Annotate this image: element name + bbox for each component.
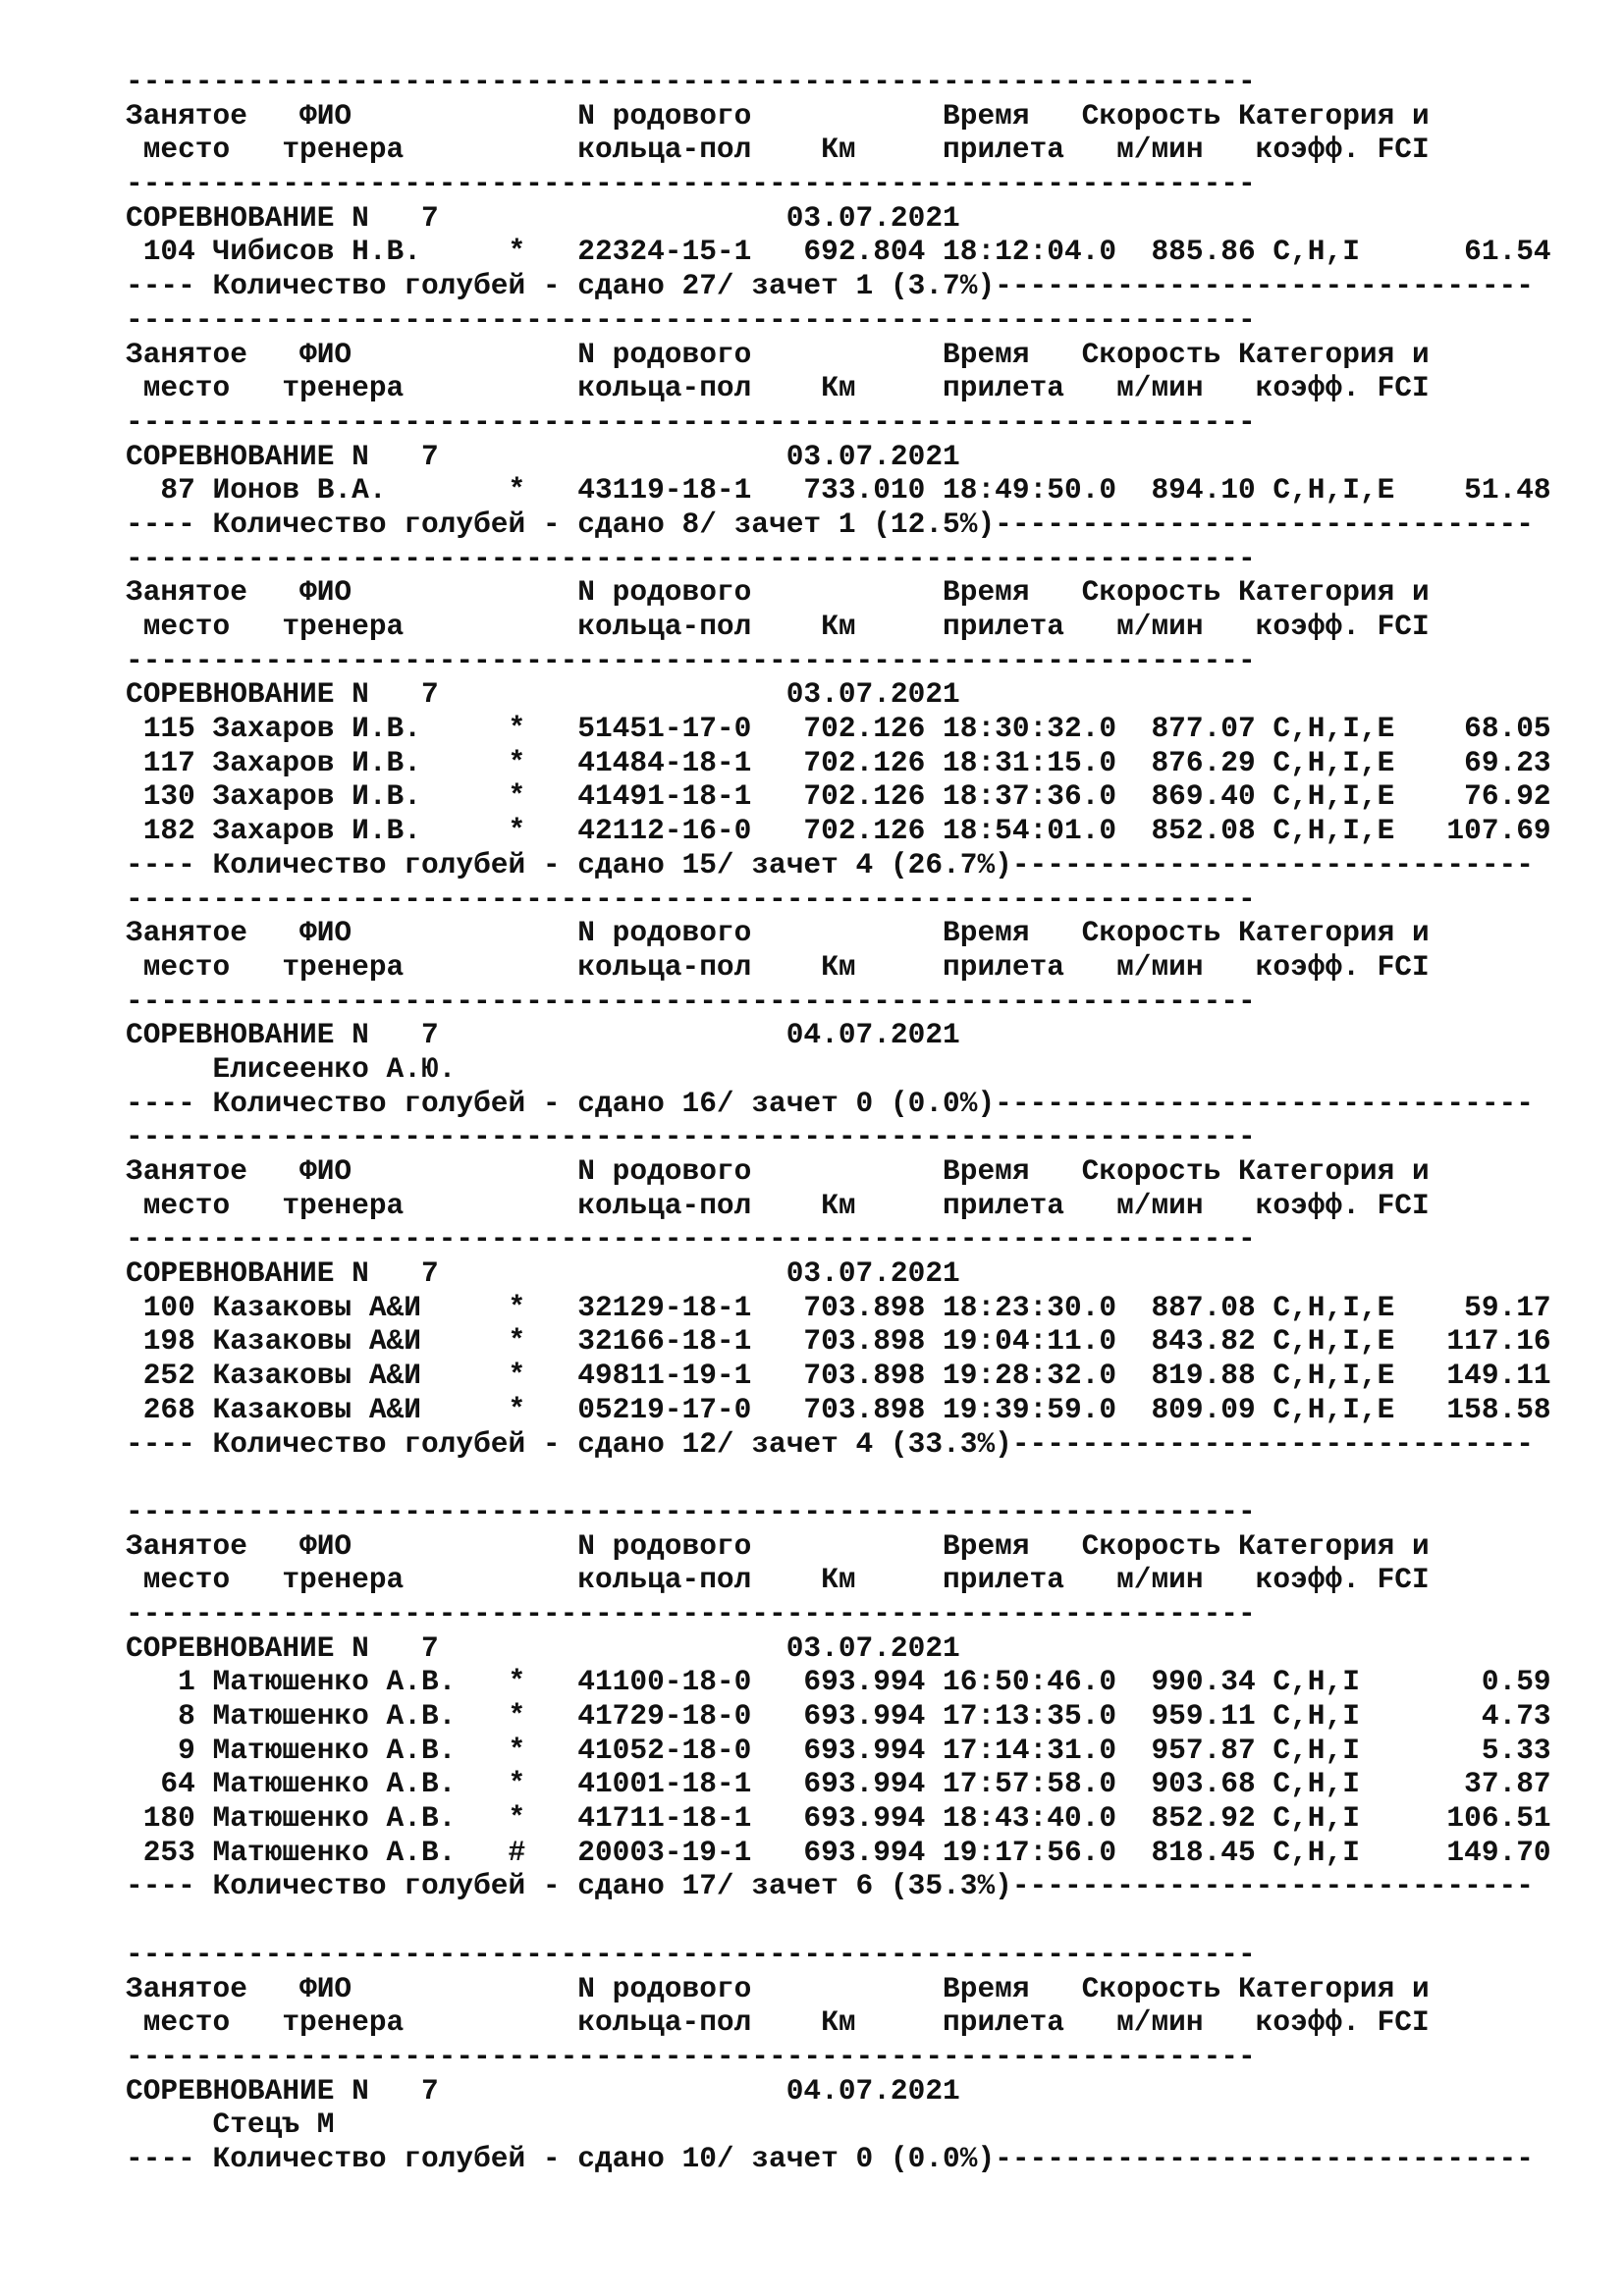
result-row: 252 Казаковы А&И * 49811-19-1 703.898 19:28:32.0 819.88 C,H,I,E 149.11 — [126, 1359, 1551, 1393]
column-header-line-2: место тренера кольца-пол Км прилета м/мин коэфф. FCI — [126, 133, 1430, 167]
result-row: Елисеенко А.Ю. — [126, 1051, 457, 1086]
separator-line: ----------------------------------------------------------------- — [126, 984, 1256, 1018]
competition-line: СОРЕВНОВАНИЕ N 7 03.07.2021 — [126, 200, 960, 235]
result-row: 87 Ионов В.А. * 43119-18-1 733.010 18:49:50.0 894.10 C,H,I,E 51.48 — [126, 473, 1551, 507]
column-header-line-1: Занятое ФИО N родового Время Скорость Категория и — [126, 1528, 1430, 1563]
column-header-line-2: место тренера кольца-пол Км прилета м/мин коэфф. FCI — [126, 949, 1430, 984]
separator-line: ----------------------------------------------------------------- — [126, 302, 1256, 337]
summary-line: ---- Количество голубей - сдано 16/ зачет 0 (0.0%)------------------------------- — [126, 1086, 1534, 1120]
column-header-line-2: место тренера кольца-пол Км прилета м/мин коэфф. FCI — [126, 1563, 1430, 1597]
separator-line: ----------------------------------------------------------------- — [126, 643, 1256, 677]
competition-line: СОРЕВНОВАНИЕ N 7 03.07.2021 — [126, 1256, 960, 1291]
result-row: 64 Матюшенко А.В. * 41001-18-1 693.994 17:57:58.0 903.68 C,H,I 37.87 — [126, 1767, 1551, 1801]
separator-line: ----------------------------------------------------------------- — [126, 881, 1256, 916]
result-row: 9 Матюшенко А.В. * 41052-18-0 693.994 17:14:31.0 957.87 C,H,I 5.33 — [126, 1733, 1551, 1767]
result-row: 115 Захаров И.В. * 51451-17-0 702.126 18:30:32.0 877.07 C,H,I,E 68.05 — [126, 712, 1551, 746]
column-header-line-2: место тренера кольца-пол Км прилета м/мин коэфф. FCI — [126, 371, 1430, 405]
result-row: Стецъ М — [126, 2108, 335, 2142]
competition-line: СОРЕВНОВАНИЕ N 7 04.07.2021 — [126, 2073, 960, 2108]
column-header-line-2: место тренера кольца-пол Км прилета м/мин коэфф. FCI — [126, 610, 1430, 643]
summary-line: ---- Количество голубей - сдано 17/ зачет 6 (35.3%)------------------------------ — [126, 1869, 1534, 1903]
summary-line: ---- Количество голубей - сдано 8/ зачет 1 (12.5%)------------------------------- — [126, 507, 1534, 541]
summary-line: ---- Количество голубей - сдано 27/ зачет 1 (3.7%)------------------------------- — [126, 269, 1534, 303]
separator-line: ----------------------------------------------------------------- — [126, 2039, 1256, 2073]
separator-line: ----------------------------------------------------------------- — [126, 1494, 1256, 1528]
blank-line — [126, 1461, 1598, 1495]
result-row: 117 Захаров И.В. * 41484-18-1 702.126 18:31:15.0 876.29 C,H,I,E 69.23 — [126, 745, 1551, 779]
result-row: 130 Захаров И.В. * 41491-18-1 702.126 18:37:36.0 869.40 C,H,I,E 76.92 — [126, 779, 1551, 814]
result-row: 1 Матюшенко А.В. * 41100-18-0 693.994 16:50:46.0 990.34 C,H,I 0.59 — [126, 1665, 1551, 1699]
separator-line: ----------------------------------------------------------------- — [126, 404, 1256, 439]
column-header-line-1: Занятое ФИО N родового Время Скорость Категория и — [126, 916, 1430, 950]
column-header-line-1: Занятое ФИО N родового Время Скорость Категория и — [126, 575, 1430, 610]
result-row: 253 Матюшенко А.В. # 20003-19-1 693.994 19:17:56.0 818.45 C,H,I 149.70 — [126, 1835, 1551, 1869]
result-row: 268 Казаковы А&И * 05219-17-0 703.898 19:39:59.0 809.09 C,H,I,E 158.58 — [126, 1392, 1551, 1426]
column-header-line-1: Занятое ФИО N родового Время Скорость Категория и — [126, 1154, 1430, 1188]
separator-line: ----------------------------------------------------------------- — [126, 167, 1256, 201]
separator-line: ----------------------------------------------------------------- — [126, 65, 1256, 98]
separator-line: ----------------------------------------------------------------- — [126, 1120, 1256, 1154]
separator-line: ----------------------------------------------------------------- — [126, 1596, 1256, 1630]
blank-line — [126, 1903, 1598, 1938]
result-row: 8 Матюшенко А.В. * 41729-18-0 693.994 17:13:35.0 959.11 C,H,I 4.73 — [126, 1699, 1551, 1733]
result-row: 180 Матюшенко А.В. * 41711-18-1 693.994 18:43:40.0 852.92 C,H,I 106.51 — [126, 1801, 1551, 1836]
column-header-line-2: место тренера кольца-пол Км прилета м/мин коэфф. FCI — [126, 2005, 1430, 2040]
result-row: 198 Казаковы А&И * 32166-18-1 703.898 19:04:11.0 843.82 C,H,I,E 117.16 — [126, 1324, 1551, 1359]
result-row: 100 Казаковы А&И * 32129-18-1 703.898 18:23:30.0 887.08 C,H,I,E 59.17 — [126, 1290, 1551, 1324]
competition-line: СОРЕВНОВАНИЕ N 7 03.07.2021 — [126, 677, 960, 712]
column-header-line-1: Занятое ФИО N родового Время Скорость Категория и — [126, 337, 1430, 371]
summary-line: ---- Количество голубей - сдано 12/ зачет 4 (33.3%)------------------------------ — [126, 1426, 1534, 1461]
result-row: 104 Чибисов Н.В. * 22324-15-1 692.804 18:12:04.0 885.86 C,H,I 61.54 — [126, 235, 1551, 269]
competition-line: СОРЕВНОВАНИЕ N 7 03.07.2021 — [126, 1630, 960, 1665]
separator-line: ----------------------------------------------------------------- — [126, 1222, 1256, 1256]
separator-line: ----------------------------------------------------------------- — [126, 541, 1256, 575]
result-row: 182 Захаров И.В. * 42112-16-0 702.126 18:54:01.0 852.08 C,H,I,E 107.69 — [126, 814, 1551, 848]
competition-line: СОРЕВНОВАНИЕ N 7 04.07.2021 — [126, 1018, 960, 1052]
column-header-line-1: Занятое ФИО N родового Время Скорость Категория и — [126, 98, 1430, 133]
results-sheet — [126, 65, 1598, 2176]
column-header-line-2: место тренера кольца-пол Км прилета м/мин коэфф. FCI — [126, 1188, 1430, 1222]
summary-line: ---- Количество голубей - сдано 10/ зачет 0 (0.0%)------------------------------- — [126, 2141, 1534, 2175]
separator-line: ----------------------------------------------------------------- — [126, 1937, 1256, 1971]
summary-line: ---- Количество голубей - сдано 15/ зачет 4 (26.7%)------------------------------ — [126, 847, 1534, 881]
competition-line: СОРЕВНОВАНИЕ N 7 03.07.2021 — [126, 439, 960, 473]
column-header-line-1: Занятое ФИО N родового Время Скорость Категория и — [126, 1971, 1430, 2005]
